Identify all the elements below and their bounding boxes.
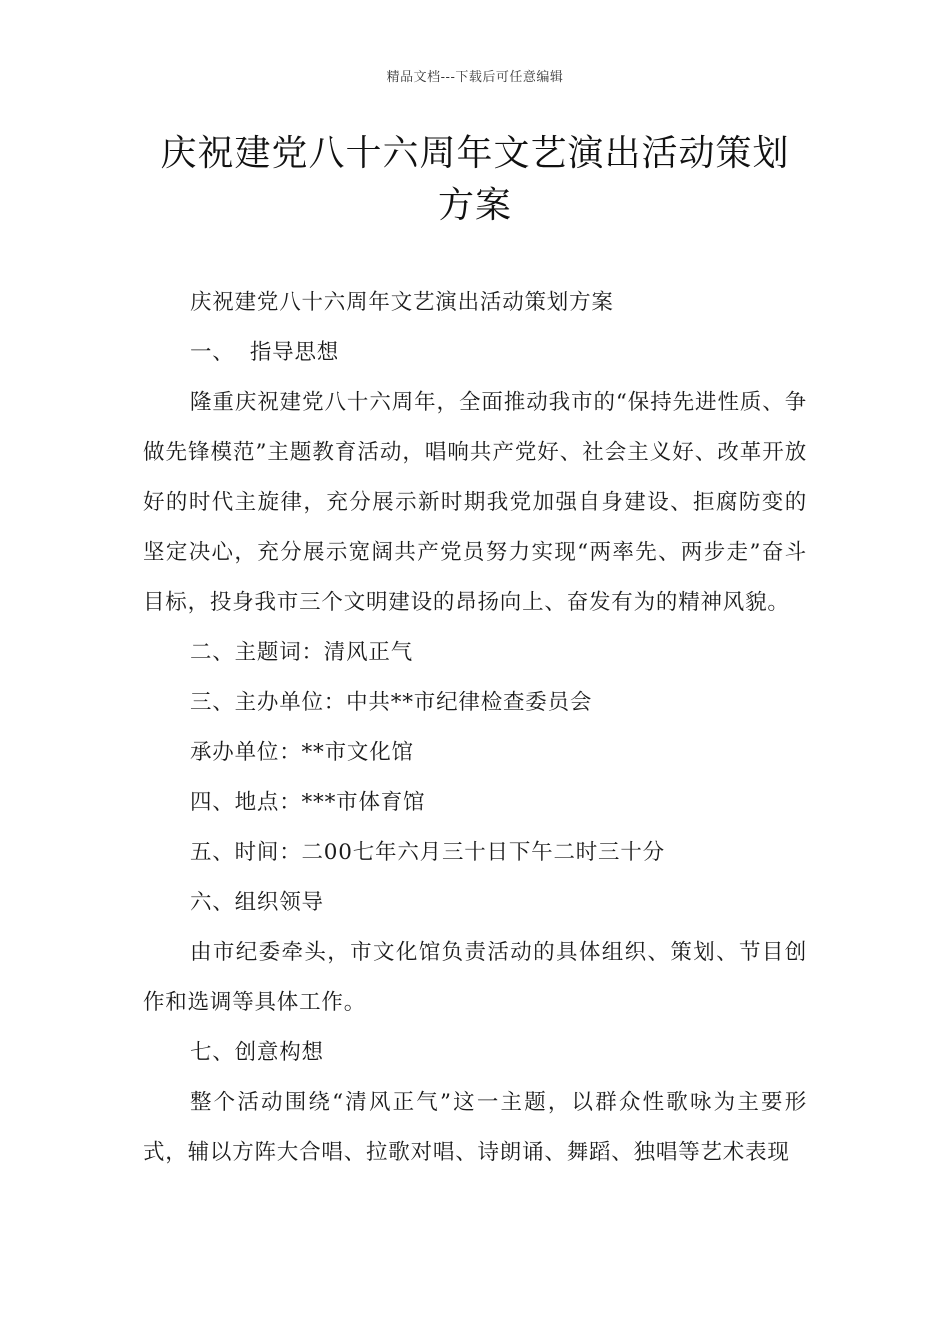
section-theme: 二、主题词：清风正气 bbox=[190, 640, 414, 665]
section-time: 五、时间：二00七年六月三十日下午二时三十分 bbox=[190, 840, 665, 865]
section-concept-heading: 七、创意构想 bbox=[190, 1040, 324, 1065]
section-leadership-heading: 六、组织领导 bbox=[190, 890, 324, 915]
document-title bbox=[120, 128, 830, 232]
title-line-2: 方案 bbox=[437, 185, 512, 226]
co-organizer: 承办单位：**市文化馆 bbox=[190, 740, 414, 765]
title-line-1: 庆祝建党八十六周年文艺演出活动策划 bbox=[160, 133, 790, 174]
header-note: 精品文档---下载后可任意编辑 bbox=[386, 70, 564, 85]
concept-paragraph: 整个活动围绕“清风正气”这一主题，以群众性歌咏为主要形式，辅以方阵大合唱、拉歌对唱、诗朗诵、舞蹈、独唱等艺术表现 bbox=[143, 1090, 807, 1165]
section-organizer: 三、主办单位：中共**市纪律检查委员会 bbox=[190, 690, 593, 715]
document-body bbox=[143, 278, 807, 1178]
leadership-paragraph: 由市纪委牵头，市文化馆负责活动的具体组织、策划、节目创作和选调等具体工作。 bbox=[143, 940, 807, 1015]
subtitle-paragraph: 庆祝建党八十六周年文艺演出活动策划方案 bbox=[190, 290, 614, 315]
guiding-thought-paragraph: 隆重庆祝建党八十六周年，全面推动我市的“保持先进性质、争做先锋模范”主题教育活动，唱响共产党好、社会主义好、改革开放好的时代主旋律，充分展示新时期我党加强自身建设、拒腐防变的坚定决心，充分展示宽阔共产党员努力实现“两率先、两步走”奋斗目标，投身我市三个文明建设的昂扬向上、奋发有为的精神风貌。 bbox=[143, 390, 807, 615]
section-venue: 四、地点：***市体育馆 bbox=[190, 790, 426, 815]
section-heading-guiding-thought: 一、 指导思想 bbox=[190, 340, 340, 365]
